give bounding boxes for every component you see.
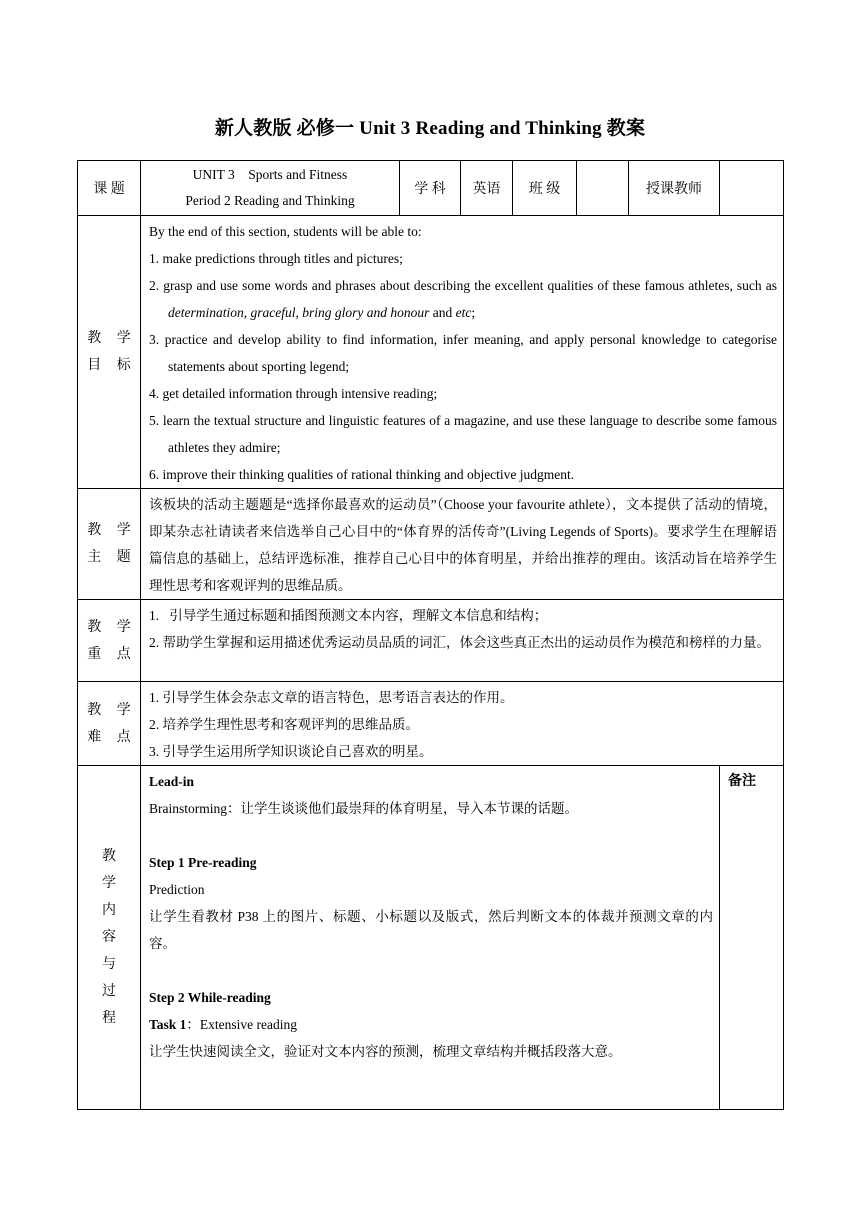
- theme-text: 该板块的活动主题题是“选择你最喜欢的运动员”（Choose your favourite athlete），文本提供了活动的情境，即某杂志社请读者来信选举自己心目中的“体育界的活传奇”(Living Legends of Sports)。要求学生在理解语篇信息的基础上，总结评选标准，推荐自己心目中的体育明星，并给出推荐的理由。该活动旨在培养学生理性思考和客观评判的思维品质。: [149, 497, 777, 593]
- key-points-row: [78, 600, 784, 682]
- remarks-cell: [720, 766, 784, 1110]
- theme-content: [141, 489, 784, 600]
- objective-item: 4. get detailed information through intensive reading;: [149, 386, 438, 401]
- key-point-item: 1. 引导学生通过标题和插图预测文本内容，理解文本信息和结构；: [149, 608, 548, 623]
- objectives-row: [78, 216, 784, 489]
- course-line-1: UNIT 3 Sports and Fitness: [192, 167, 348, 182]
- header-row: [78, 161, 784, 216]
- objective-item: 1. make predictions through titles and pictures;: [149, 251, 403, 266]
- remarks-label: 备注: [728, 774, 756, 789]
- process-content: [141, 766, 720, 1110]
- objective-item: 6. improve their thinking qualities of rational thinking and objective judgment.: [149, 467, 575, 482]
- page-title: 新人教版 必修一 Unit 3 Reading and Thinking 教案: [214, 118, 646, 139]
- brainstorming-text: Brainstorming：让学生谈谈他们最崇拜的体育明星，导入本节课的话题。: [149, 801, 578, 816]
- objectives-intro: By the end of this section, students will be able to:: [149, 224, 422, 239]
- key-points-content: [141, 600, 784, 682]
- difficulties-content: [141, 682, 784, 766]
- task1-line: Task 1：Extensive reading: [149, 1017, 297, 1032]
- difficulties-label: 教 学 难 点: [78, 682, 141, 766]
- key-point-item: 2. 帮助学生掌握和运用描述优秀运动员品质的词汇，体会这些真正杰出的运动员作为模范和榜样的力量。: [149, 635, 770, 650]
- prediction-text: 让学生看教材 P38 上的图片、标题、小标题以及版式，然后判断文本的体裁并预测文章的内容。: [149, 909, 713, 951]
- process-row: [78, 766, 784, 1110]
- topic-label: 课 题: [78, 161, 141, 216]
- step1-heading: Step 1 Pre-reading: [149, 855, 257, 870]
- course-line-2: Period 2 Reading and Thinking: [185, 193, 355, 208]
- teacher-value[interactable]: [720, 161, 784, 216]
- difficulties-row: [78, 682, 784, 766]
- difficulty-item: 3. 引导学生运用所学知识谈论自己喜欢的明星。: [149, 744, 433, 759]
- class-label: 班 级: [513, 161, 577, 216]
- process-label: 教 学 内 容 与 过 程: [78, 766, 141, 1110]
- theme-row: [78, 489, 784, 600]
- lead-in-heading: Lead-in: [149, 774, 195, 789]
- course-title-cell: [141, 161, 400, 216]
- objective-item: 2. grasp and use some words and phrases about describing the excellent qualities of these famous athletes, such as determination, graceful, bring glory and honour and etc;: [149, 278, 777, 320]
- objective-item: 3. practice and develop ability to find information, infer meaning, and apply personal knowledge to categorise statements about sporting legend;: [149, 332, 777, 374]
- difficulty-item: 1. 引导学生体会杂志文章的语言特色，思考语言表达的作用。: [149, 690, 514, 705]
- subject-label: 学 科: [400, 161, 461, 216]
- lesson-plan-table: [77, 160, 784, 1110]
- teacher-label: 授课教师: [629, 161, 720, 216]
- theme-label: 教 学 主 题: [78, 489, 141, 600]
- subject-value: 英语: [461, 161, 513, 216]
- class-value[interactable]: [577, 161, 629, 216]
- objectives-label: 教 学 目 标: [78, 216, 141, 489]
- prediction-label: Prediction: [149, 882, 205, 897]
- key-points-label: 教 学 重 点: [78, 600, 141, 682]
- difficulty-item: 2. 培养学生理性思考和客观评判的思维品质。: [149, 717, 419, 732]
- step2-heading: Step 2 While-reading: [149, 990, 271, 1005]
- task1-text: 让学生快速阅读全文，验证对文本内容的预测，梳理文章结构并概括段落大意。: [149, 1044, 622, 1059]
- objective-item: 5. learn the textual structure and linguistic features of a magazine, and use these language to describe some famous athletes they admire;: [149, 413, 777, 455]
- objectives-content: [141, 216, 784, 489]
